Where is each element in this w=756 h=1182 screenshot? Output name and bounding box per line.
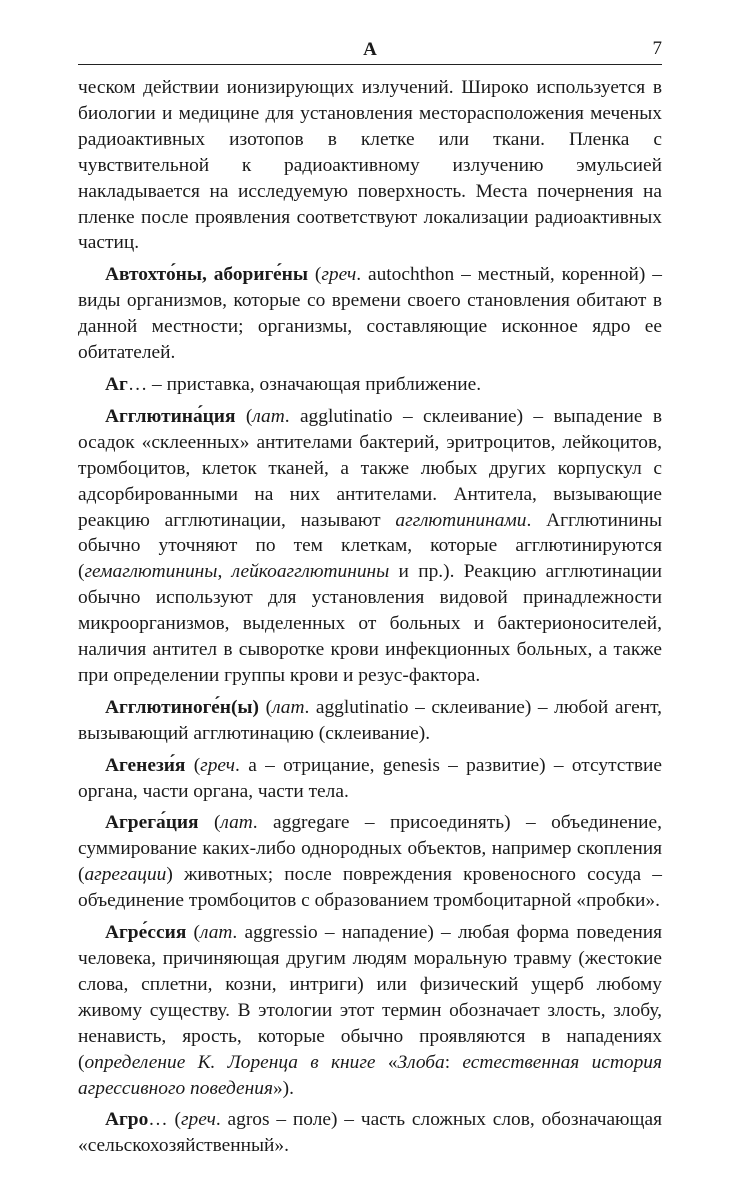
entry-definition: … – приставка, означающая приближение. (127, 373, 482, 395)
entry-term: Агро (105, 1109, 149, 1131)
italic-term: гемаглютинины (84, 561, 218, 583)
italic-term: Злоба (397, 1051, 445, 1073)
entry-term: Аг (105, 373, 128, 395)
entry-definition: , (217, 561, 232, 583)
entry-agenesis: Агенези́я (греч. a – отрицание, genesis – развитие) – отсутствие органа, части органа, части тела. (78, 754, 662, 802)
dictionary-body (78, 75, 662, 1159)
entry-definition: . a – отрицание, genesis – развитие) – отсутствие органа, части органа, части тела. (78, 754, 662, 802)
entry-definition: . aggressio – нападение) – любая форма поведения человека, причиняющая другим людям моральную травму (жестокие слова, сплетни, козни, интриги) или физический ущерб любому живому существу. В этологии этот термин обозначает злость, злобу, ненависть, ярость, которые обычно проявляются в нападениях ( (78, 922, 662, 1073)
italic-term: естественная история агрессивного поведения (78, 1051, 662, 1099)
page-number: 7 (652, 38, 662, 59)
italic-term: лейкоагглютинины (231, 561, 390, 583)
entry-definition: « (375, 1051, 398, 1073)
entry-definition: . agros – поле) – часть сложных слов, обозначающая «сельскохозяйственный». (78, 1109, 662, 1157)
dictionary-page (78, 36, 662, 1159)
entry-term: Агре́ссия (105, 922, 187, 944)
italic-term: агглютининами (395, 509, 527, 531)
entry-term: Автохто́ны, абориге́ны (105, 264, 308, 286)
language-label: лат (272, 696, 305, 718)
entry-definition: и пр.). Реакцию агглютинации обычно используют для установления видовой принадлежности микроорганизмов, выделенных от больных и бактерионосителей, наличия антител в сыворотке крови инфекционных больных, а также при определении группы крови и резус-фактора. (78, 561, 662, 686)
language-label: лат (200, 922, 233, 944)
entry-ellipsis: … ( (148, 1109, 181, 1131)
entry-term: Агрега́ция (105, 812, 199, 834)
entry-agro (78, 1107, 662, 1159)
entry-definition: : (444, 1051, 463, 1073)
entry-definition: . agglutinatio – склеивание) – выпадение в осадок «склеенных» антителами бактерий, эритроцитов, лейкоцитов, тромбоцитов, клеток тканей, а также любых других корпускул с адсорбированными на них антителами. Антитела, вызывающие реакцию агглютинации, называют (78, 405, 662, 531)
entry-aggression: Агре́ссия (лат. aggressio – нападение) – любая форма поведения человека, причиняющая другим людям моральную травму (жестокие слова, сплетни, козни, интриги) или физический ущерб любому живому существу. В этологии этот термин обозначает злость, злобу, ненависть, ярость, которые обычно проявляются в нападениях (определение К. Лоренца в книге «Злоба: естественная история агрессивного поведения»). (78, 922, 662, 1099)
section-letter: А (363, 39, 377, 60)
entry-term: Агглютина́ция (105, 405, 236, 427)
entry-ag (78, 372, 662, 398)
language-label: лат (220, 812, 253, 834)
entry-definition: . autochthon – местный, коренной) – виды организмов, которые со времени своего становления обитают в данной местности; организмы, составляющие исконное ядро ее обитателей. (78, 264, 662, 364)
entry-agglutination: Агглютина́ция (лат. agglutinatio – склеивание) – выпадение в осадок «склеенных» антителами бактерий, эритроцитов, лейкоцитов, тромбоцитов, клеток тканей, а также любых других корпускул с адсорбированными на них антителами. Антитела, вызывающие реакцию агглютинации, называют агглютининами. Агглютинины обычно уточняют по тем клеткам, которые агглютинируются (гемаглютинины, лейкоагглютинины и пр.). Реакцию агглютинации обычно используют для установления видовой принадлежности микроорганизмов, выделенных от больных и бактерионосителей, наличия антител в сыворотке крови инфекционных больных, а также при определении группы крови и резус-фактора. (78, 405, 662, 686)
language-label: греч (180, 1109, 216, 1131)
entry-definition: . Агглютинины обычно уточняют по тем клеткам, которые агглютинируются ( (78, 509, 662, 583)
language-label: греч (321, 264, 357, 286)
entry-term: Агглютиноге́н(ы) (105, 696, 260, 718)
entry-definition: »). (272, 1077, 294, 1099)
continuation-paragraph: ческом действии ионизирующих излучений. Широко используется в биологии и медицине для установления месторасположения меченых радиоактивных изотопов в клетке или ткани. Пленка с чувствительной к радиоактивному излучению эмульсией накладывается на исследуемую поверхность. Места почернения на пленке после проявления соответствуют локализации радиоактивных частиц. (78, 77, 662, 254)
language-label: греч (200, 754, 236, 776)
entry-autochthons: Автохто́ны, абориге́ны (греч. autochthon – местный, коренной) – виды организмов, которые со времени своего становления обитают в данной местности; организмы, составляющие исконное ядро ее обитателей. (78, 264, 662, 364)
entry-agglutinogens: Агглютиноге́н(ы) (лат. agglutinatio – склеивание) – любой агент, вызывающий агглютинацию (склеивание). (78, 696, 662, 744)
entry-aggregation: Агрега́ция (лат. aggregare – присоединять) – объединение, суммирование каких-либо однородных объектов, например скопления (агрегации) животных; после повреждения кровеносного сосуда – объединение тромбоцитов с образованием тромбоцитарной «пробки». (78, 812, 662, 912)
entry-definition: ) животных; после повреждения кровеносного сосуда – объединение тромбоцитов с образованием тромбоцитарной «пробки». (78, 864, 662, 912)
entry-definition: . agglutinatio – склеивание) – любой агент, вызывающий агглютинацию (склеивание). (78, 696, 662, 744)
language-label: лат (252, 405, 285, 427)
running-head (78, 36, 662, 65)
italic-term: агрегации (84, 864, 167, 886)
italic-term: определение К. Лоренца в книге (84, 1051, 376, 1073)
entry-term: Агенези́я (105, 754, 186, 776)
entry-definition: . aggregare – присоединять) – объединение, суммирование каких-либо однородных объектов, например скопления ( (78, 812, 662, 886)
